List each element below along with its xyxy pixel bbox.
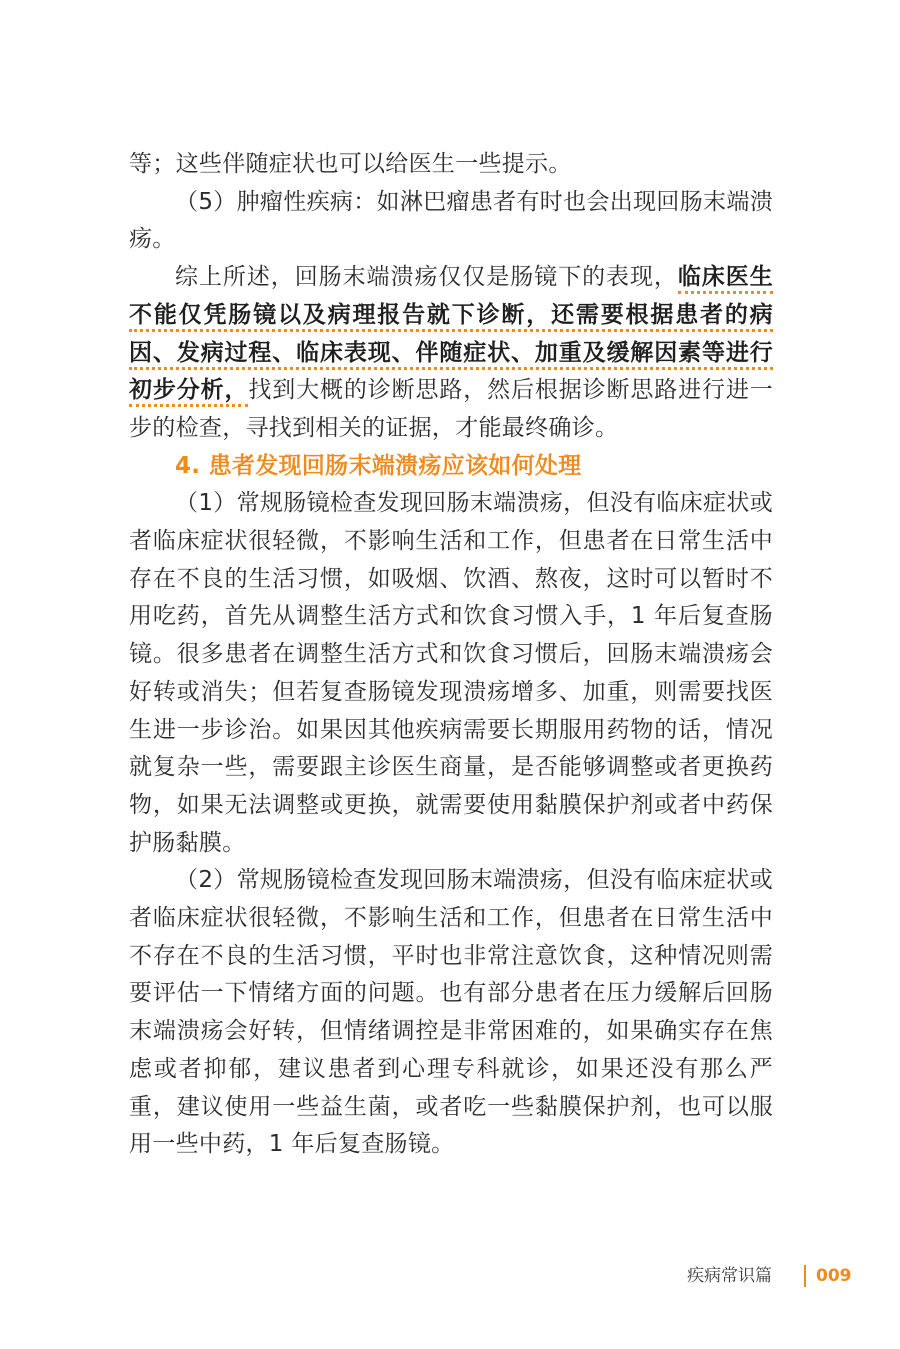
page-number: 009: [816, 1266, 852, 1286]
paragraph-tumor-disease: （5）肿瘤性疾病：如淋巴瘤患者有时也会出现回肠末端溃疡。: [129, 188, 773, 253]
section-heading: 4. 患者发现回肠末端溃疡应该如何处理: [175, 452, 582, 479]
summary-lead: 综上所述，回肠末端溃疡仅仅是肠镜下的表现，: [175, 264, 678, 291]
paragraph-continued: 等；这些伴随症状也可以给医生一些提示。: [129, 151, 572, 177]
paragraph-case-2: （2）常规肠镜检查发现回肠末端溃疡，但没有临床症状或者临床症状很轻微，不影响生活和工作，但患者在日常生活中不存在不良的生活习惯，平时也非常注意饮食，这种情况则需要评估一下情绪方面的问题。也有部分患者在压力缓解后回肠末端溃疡会好转，但情绪调控是非常困难的，如果确实存在焦虑或者抑郁，建议患者到心理专科就诊，如果还没有那么严重，建议使用一些益生菌，或者吃一些黏膜保护剂，也可以服用一些中药，1 年后复查肠镜。: [129, 867, 773, 1158]
page-footer: [660, 1264, 860, 1290]
paragraph-case-1: （1）常规肠镜检查发现回肠末端溃疡，但没有临床症状或者临床症状很轻微，不影响生活和工作，但患者在日常生活中存在不良的生活习惯，如吸烟、饮酒、熬夜，这时可以暂时不用吃药，首先从调整生活方式和饮食习惯入手，1 年后复查肠镜。很多患者在调整生活方式和饮食习惯后，回肠末端溃疡会好转或消失；但若复查肠镜发现溃疡增多、加重，则需要找医生进一步诊治。如果因其他疾病需要长期服用药物的话，情况就复杂一些，需要跟主诊医生商量，是否能够调整或者更换药物，如果无法调整或更换，就需要使用黏膜保护剂或者中药保护肠黏膜。: [129, 490, 773, 856]
summary-emphasis: 临床医生不能仅凭肠镜以及病理报告就下诊断，还需要根据患者的病因、发病过程、临床表现、伴随症状、加重及缓解因素等进行初步分析，: [129, 264, 773, 407]
footer-section-title: 疾病常识篇: [687, 1266, 772, 1286]
footer-divider: [804, 1265, 806, 1287]
paragraph-summary: [129, 259, 773, 448]
page-body: [129, 146, 773, 1164]
summary-tail: 找到大概的诊断思路，然后根据诊断思路进行进一步的检查，寻找到相关的证据，才能最终确诊。: [129, 377, 774, 441]
